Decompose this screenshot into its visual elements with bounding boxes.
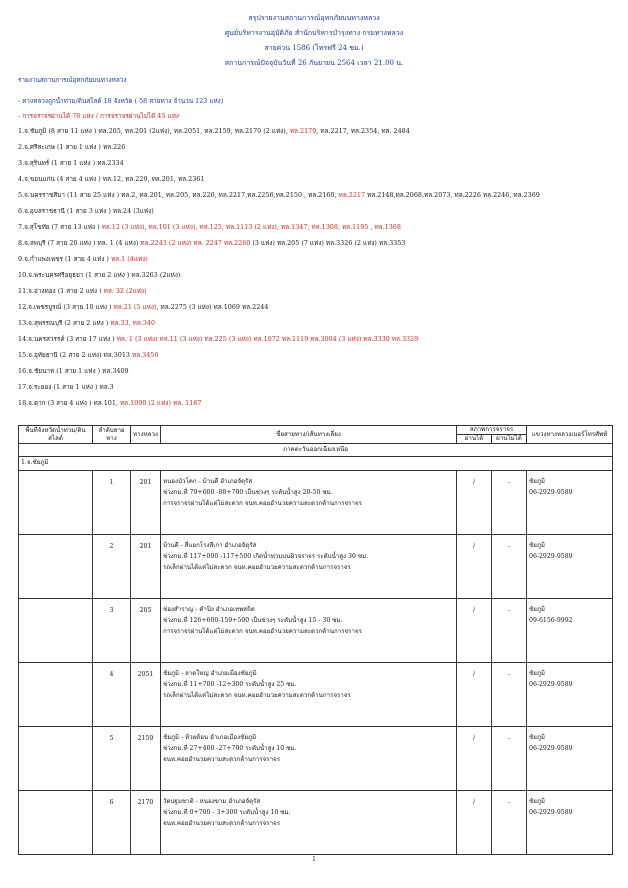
route-detail-line: การจราจรผ่านได้แต่ไม่สะดวก จนท.คอยอำนวยความสะดวกด้านการจราจร [163,628,362,635]
province-summary-line [18,223,401,231]
province-tail-text: , ทล.2275 (3 แห่ง) ทล.1069 ทล.2244 [156,303,269,311]
route-detail-line: รถเล็กผ่านได้แต่ไม่สะดวก จนท.คอยอำนวยความสะดวกด้านการจราจร [163,564,351,571]
route-cell: 201 [131,471,161,535]
province-black-text: 14.จ.นครสวรรค์ (3 สาย 17 แห่ง ) [18,335,117,343]
province-summary-line [18,127,410,135]
province-black-text: 2.จ.ศรีสะเกษ (1 สาย 1 แห่ง ) ทล.226 [18,143,126,151]
province-summary-line [18,335,418,343]
route-detail-line: ชัยภูมิ - ลาดใหญ่ อำเภอเมืองชัยภูมิ [163,670,257,677]
header-office: แขวงทางหลวงเบอร์โทรศัพท์ [527,426,613,444]
office-cell [527,727,613,791]
province-tail-text: , ทล.2217, ทล.2354, ทล. 2484 [316,127,410,135]
province-red-text: ทล.2179 [289,127,317,135]
province-black-text: 4.จ.ขอนแก่น (4 สาย 4 แห่ง ) ทล.12, ทล.229, ทล.201, ทล.2361 [18,175,205,183]
route-name-cell [161,599,457,663]
province-black-text: 9.จ.กำแพงเพชร (1 สาย 4 แห่ง ) [18,255,111,263]
province-black-text: 11.จ.อ่างทอง (1 สาย 2 แห่ง ) [18,287,104,295]
province-summary-line [18,175,204,183]
header-seq: ลำดับสายทาง [93,426,131,444]
route-name-cell [161,791,457,855]
office-office: ชัยภูมิ [529,670,545,677]
office-phone: 06-2929-9589 [529,745,573,752]
seq-cell: 2 [93,535,131,599]
province-black-text: 13.จ.สุพรรณบุรี (2 สาย 2 แห่ง ) [18,319,111,327]
route-cell: 205 [131,599,161,663]
office-phone: 06-2929-9589 [529,681,573,688]
office-office: ชัยภูมิ [529,798,545,805]
route-detail-line: ช่วงกม.ที่ 117+000 -117+500 เกิดน้ำท่วมบนผิวจราจร ระดับน้ำสูง 30 ซม. [163,553,369,560]
nopass-cell: - [492,663,527,727]
pass-cell: / [457,791,492,855]
route-cell: 2051 [131,663,161,727]
province-red-text: ทล.1090 (2 แห่ง) ทล. 1167 [119,399,202,407]
report-agency: ศูนย์บริหารงานอุบัติภัย สำนักบริหารบำรุงทาง กรมทางหลวง [224,29,404,37]
nopass-cell: - [492,727,527,791]
area-cell [19,791,93,855]
seq-cell: 5 [93,727,131,791]
province-black-text: 15.จ.อุทัยธานี (2 สาย 2 แห่ง) ทล.3013 [18,351,133,359]
office-office: ชัยภูมิ [529,734,545,741]
province-summary-line [18,303,268,311]
province-summary-line [18,351,158,359]
summary-title: รายงานสถานการณ์อุทกภัยบนทางหลวง [18,76,127,84]
area-cell [19,727,93,791]
header-route: ทางหลวง [131,426,161,444]
province-black-text: 12.จ.เพชรบูรณ์ (3 สาย 10 แห่ง ) [18,303,114,311]
route-name-cell [161,663,457,727]
route-name-cell [161,471,457,535]
province-red-text: ทล.1 (4แห่ง) [110,255,148,263]
nopass-cell: - [492,535,527,599]
route-detail-line: วัดปฐมชาติ - หนองขาม อำเภอจัตุรัส [163,798,261,805]
seq-cell: 4 [93,663,131,727]
province-summary-line [18,159,124,167]
nopass-cell: - [492,471,527,535]
flood-table [18,425,613,855]
province-red-text: ทล.2217 [338,191,366,199]
province-summary-line [18,319,155,327]
office-cell [527,535,613,599]
route-detail-line: บ้านดี - สี่แยกโรงสีเก่า อำเภอจัตุรัส [163,542,257,549]
office-cell [527,663,613,727]
pass-cell: / [457,471,492,535]
table-row [19,663,613,727]
province-red-text: ทล. 32 (2แห่ง) [103,287,147,295]
route-detail-line: จนท.คอยอำนวยความสะดวกด้านการจราจร [163,756,281,763]
summary-affected: - ทางหลวงถูกน้ำท่วม/ดินสไลด์ 18 จังหวัด ( 58 สายทาง จำนวน 123 แห่ง) [18,97,224,105]
province-red-text: ทล.12 (3 แห่ง), ทล.101 (3 แห่ง), ทล.125, ทล.1113 (2 แห่ง), ทล.1347, ทล.1308, ทล.1195 , ทล.1368 [101,223,401,231]
pass-cell: / [457,663,492,727]
pass-cell: / [457,727,492,791]
page-number: 1 [312,856,316,863]
province-red-text: ทล.21 (5 แห่ง) [113,303,157,311]
header-name: ชื่อสายทาง/เส้นทางเลี่ยง [161,426,457,444]
report-datetime: สถานการณ์ปัจจุบันวันที่ 26 กันยายน 2564 เวลา 21.00 น. [224,59,404,67]
seq-cell: 6 [93,791,131,855]
office-cell [527,599,613,663]
office-office: ชัยภูมิ [529,478,545,485]
province-summary-line [18,143,125,151]
table-row [19,471,613,535]
table-row [19,599,613,663]
route-detail-line: ชัยภูมิ - ห้วยต้อน อำเภอเมืองชัยภูมิ [163,734,257,741]
province-black-text: 3.จ.สุรินทร์ (1 สาย 1 แห่ง ) ทล.2334 [18,159,124,167]
province-tail-text: (3 แห่ง) ทล.205 (7 แห่ง) ทล.3326 (2 แห่ง) ทล.3353 [250,239,406,247]
area-cell [19,471,93,535]
header-pass: ผ่านได้ [457,435,492,444]
summary-traffic: - การจราจรผ่านได้ 78 แห่ง / การจราจรผ่านไม่ได้ 45 แห่ง [18,112,179,120]
table-row [19,791,613,855]
province-summary-line [18,367,129,375]
province-red-text: ทล.3456 [132,351,159,359]
nopass-cell: - [492,791,527,855]
route-name-cell [161,727,457,791]
pass-cell: / [457,535,492,599]
route-detail-line: หนองบัวโคก - บ้านดี อำเภอจัตุรัส [163,478,253,485]
province-black-text: 17.จ.ระยอง (1 สาย 1 แห่ง ) ทล.3 [18,383,114,391]
header-status: สภาพการจราจร [457,426,527,435]
header-nopass: ผ่านไม่ได้ [492,435,527,444]
nopass-cell: - [492,599,527,663]
report-title: สรุปรายงานสถานการณ์อุทกภัยบนทางหลวง [248,14,380,22]
route-cell: 2159 [131,727,161,791]
office-office: ชัยภูมิ [529,542,545,549]
province-black-text: 6.จ.อุบลราชธานี (1 สาย 3 แห่ง ) ทล.24 (3แห่ง) [18,207,154,215]
route-cell: 201 [131,535,161,599]
province-summary-line [18,207,154,215]
province-red-text: ทล. 1 (3 แห่ง) ทล.11 (3 แห่ง) ทล.225 (3 แห่ง) ทล.1072 ทล.1119 ทล.3004 (3 แห่ง) ทล.3330 ทล.3329 [116,335,419,343]
province-summary-line [18,255,148,263]
province-black-text: 10.จ.พระนครศรีอยุธยา (1 สาย 2 แห่ง ) ทล.3263 (2แห่ง) [18,271,181,279]
pass-cell: / [457,599,492,663]
area-cell [19,599,93,663]
route-cell: 2170 [131,791,161,855]
province-black-text: 1.จ.ชัยภูมิ (8 สาย 11 แห่ง ) ทล.205, ทล.201 (2แห่ง), ทล.2051, ทล.2159, ทล.2170 (2 แห่ง), [18,127,290,135]
route-detail-line: รถเล็กผ่านได้แต่ไม่สะดวก จนท.คอยอำนวยความสะดวกด้านการจราจร [163,692,351,699]
route-detail-line: ช่องสำราญ - คำปิง อำเภอเทพสถิต [163,606,255,613]
office-phone: 09-6156-9992 [529,617,573,624]
province-black-text: 8.จ.ลพบุรี (7 สาย 20 แห่ง ) ทล. 1 (4 แห่ง) [18,239,141,247]
route-detail-line: ช่วงกม.ที่ 126+600-159+500 เป็นช่วงๆ ระดับน้ำสูง 15 - 30 ซม. [163,617,343,624]
province-summary-line [18,287,147,295]
province-summary-line [18,271,180,279]
table-row [19,535,613,599]
province-summary-line [18,399,201,407]
province-summary-line [18,191,540,199]
province-black-text: 5.จ.นครราชสีมา (11 สาย 25 แห่ง ) ทล.2, ทล.201, ทล.205, ทล.226, ทล.2217,ทล.2256,ทล.2150 , ทล.2160, [18,191,339,199]
route-name-cell [161,535,457,599]
office-phone: 06-2929-9589 [529,489,573,496]
area-cell [19,535,93,599]
office-phone: 06-2929-9589 [529,553,573,560]
seq-cell: 3 [93,599,131,663]
route-detail-line: ช่วงกม.ที่ 0+700 - 3+300 ระดับน้ำสูง 10 ซม. [163,809,291,816]
route-detail-line: ช่วงกม.ที่ 79+600 -88+700 เป็นช่วงๆ ระดับน้ำสูง 20-50 ซม. [163,489,333,496]
header-area: พื้นที่จังหวัดน้ำท่วม/ดินสไลด์ [19,426,93,444]
route-detail-line: ช่วงกม.ที่ 27+400 -27+700 ระดับน้ำสูง 10 ซม. [163,745,297,752]
region-label: ภาคตะวันออกเฉียงเหนือ [19,444,613,457]
province-summary-line [18,239,405,247]
office-cell [527,471,613,535]
province-black-text: 18.จ.ตาก (3 สาย 4 แห่ง ) ทล.101, [18,399,120,407]
report-hotline: สายด่วน 1586 (โทรฟรี 24 ชม.) [264,44,364,52]
province-label: 1.จ.ชัยภูมิ [19,457,613,471]
province-red-text: ทล.33, ทล.340 [110,319,156,327]
province-black-text: 16.จ.ชัยนาท (1 สาย 1 แห่ง ) ทล.3409 [18,367,129,375]
office-office: ชัยภูมิ [529,606,545,613]
table-row [19,727,613,791]
province-summary-line [18,383,114,391]
province-tail-text: ทล.2148,ทล.2068,ทล.2073, ทล.2226 ทล.2246, ทล.2369 [365,191,540,199]
province-red-text: ทล.2243 (2 แห่ง) ทล. 2247 ทล.2260 [140,239,251,247]
route-detail-line: จนท.คอยอำนวยความสะดวกด้านการจราจร [163,820,281,827]
office-cell [527,791,613,855]
route-detail-line: ช่วงกม.ที่ 11+700 -12+300 ระดับน้ำสูง 25 ซม. [163,681,297,688]
seq-cell: 1 [93,471,131,535]
office-phone: 06-2929-9589 [529,809,573,816]
province-black-text: 7.จ.สุโขทัย (7 สาย 13 แห่ง ) [18,223,102,231]
route-detail-line: การจราจรผ่านได้แต่ไม่สะดวก จนท.คอยอำนวยความสะดวกด้านการจราจร [163,500,362,507]
area-cell [19,663,93,727]
